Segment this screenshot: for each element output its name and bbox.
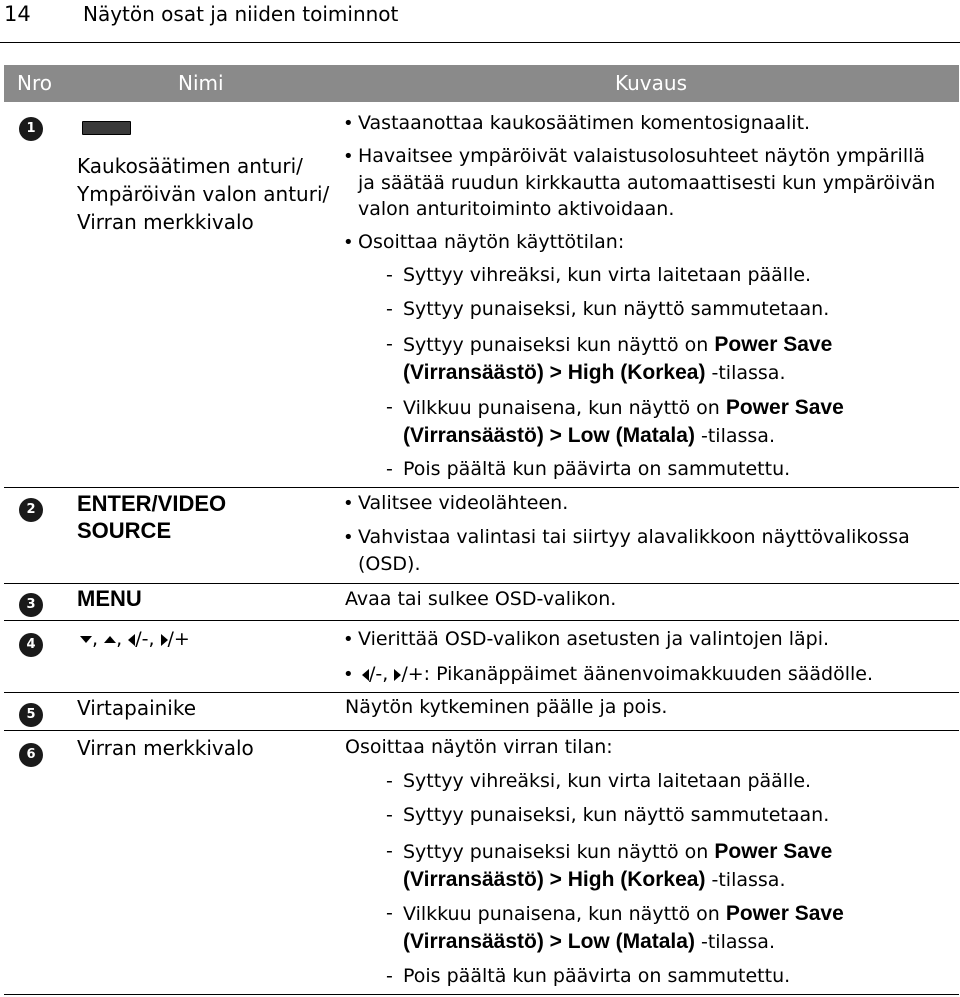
row-number-badge: 6 bbox=[19, 743, 43, 767]
description-text: Pois päältä kun päävirta on sammutettu. bbox=[403, 458, 791, 480]
down-arrow-icon bbox=[80, 636, 92, 643]
bullet: • bbox=[343, 527, 354, 548]
dash: - bbox=[386, 333, 393, 355]
description-text: Vilkkuu punaisena, kun näyttö on Power Save bbox=[403, 396, 844, 419]
description-text: Osoittaa näytön virran tilan: bbox=[345, 736, 613, 758]
bullet: • bbox=[343, 664, 354, 685]
bullet: • bbox=[343, 493, 354, 514]
up-arrow-icon bbox=[104, 636, 116, 643]
dash: - bbox=[386, 396, 393, 418]
description-text: Vilkkuu punaisena, kun näyttö on Power Save bbox=[403, 902, 844, 925]
sensor-window-icon bbox=[82, 121, 131, 135]
table-header bbox=[4, 65, 959, 102]
row-divider bbox=[4, 583, 959, 584]
description-text: (Virransäästö) > Low (Matala) -tilassa. bbox=[403, 424, 775, 447]
row-divider bbox=[4, 620, 959, 621]
row-number-badge: 2 bbox=[19, 498, 43, 522]
mode-name: Power Save bbox=[725, 396, 844, 419]
description-text: /-, /+: Pikanäppäimet äänenvoimakkuuden säädölle. bbox=[362, 661, 873, 688]
dash: - bbox=[386, 902, 393, 924]
column-header-kuvaus: Kuvaus bbox=[615, 71, 687, 95]
right-arrow-icon bbox=[161, 634, 168, 646]
dash: - bbox=[386, 298, 393, 320]
dash: - bbox=[386, 458, 393, 480]
row-number-badge: 1 bbox=[19, 117, 43, 141]
description-text: Syttyy punaiseksi, kun näyttö sammutetaan. bbox=[403, 298, 830, 320]
description-text: Syttyy punaiseksi kun näyttö on Power Save bbox=[403, 840, 833, 863]
row-number-badge: 5 bbox=[19, 703, 43, 727]
row-name-line: Virran merkkivalo bbox=[77, 736, 254, 760]
description-text: Vierittää OSD-valikon asetusten ja valintojen läpi. bbox=[358, 628, 830, 650]
navigation-keys: , , /-, /+ bbox=[80, 626, 190, 653]
dash: - bbox=[386, 840, 393, 862]
row-name-line: Kaukosäätimen anturi/ bbox=[77, 154, 303, 178]
page-header bbox=[0, 0, 960, 43]
description-text: Pois päältä kun päävirta on sammutettu. bbox=[403, 965, 791, 987]
mode-name: Power Save bbox=[725, 902, 844, 925]
description-text: (OSD). bbox=[358, 553, 421, 575]
column-header-nro: Nro bbox=[17, 71, 52, 95]
mode-name: (Virransäästö) > High (Korkea) bbox=[403, 868, 706, 891]
mode-name: Power Save bbox=[714, 840, 833, 863]
page-number: 14 bbox=[4, 2, 31, 26]
row-name-line: SOURCE bbox=[77, 518, 172, 543]
description-text: (Virransäästö) > High (Korkea) -tilassa. bbox=[403, 361, 786, 384]
bullet: • bbox=[343, 113, 354, 134]
mode-name: (Virransäästö) > High (Korkea) bbox=[403, 361, 706, 384]
description-text: ja säätää ruudun kirkkautta automaattisesti kun ympäröivän bbox=[358, 172, 936, 194]
row-name-line: ENTER/VIDEO bbox=[77, 491, 227, 516]
row-number-badge: 3 bbox=[19, 593, 43, 617]
description-text: Avaa tai sulkee OSD-valikon. bbox=[345, 588, 617, 610]
row-divider bbox=[4, 730, 959, 731]
row-number-badge: 4 bbox=[19, 633, 43, 657]
row-divider bbox=[4, 487, 959, 488]
column-header-nimi: Nimi bbox=[178, 71, 224, 95]
description-text: (Virransäästö) > Low (Matala) -tilassa. bbox=[403, 930, 775, 953]
description-text: Havaitsee ympäröivät valaistusolosuhteet näytön ympärillä bbox=[358, 145, 926, 167]
description-text: Syttyy vihreäksi, kun virta laitetaan päälle. bbox=[403, 770, 812, 792]
row-name-line: Virtapainike bbox=[77, 696, 197, 720]
running-title: Näytön osat ja niiden toiminnot bbox=[83, 2, 399, 26]
description-text: Näytön kytkeminen päälle ja pois. bbox=[345, 696, 668, 718]
bullet: • bbox=[343, 629, 354, 650]
row-name-line: Virran merkkivalo bbox=[77, 210, 254, 234]
description-text: Syttyy punaiseksi kun näyttö on Power Save bbox=[403, 333, 833, 356]
row-name-line: MENU bbox=[77, 586, 142, 611]
dash: - bbox=[386, 804, 393, 826]
description-text: Vahvistaa valintasi tai siirtyy alavalikkoon näyttövalikossa bbox=[358, 526, 910, 548]
description-text: Syttyy vihreäksi, kun virta laitetaan päälle. bbox=[403, 264, 812, 286]
mode-name: (Virransäästö) > Low (Matala) bbox=[403, 424, 695, 447]
description-text: Osoittaa näytön käyttötilan: bbox=[358, 231, 625, 253]
bullet: • bbox=[343, 146, 354, 167]
mode-name: (Virransäästö) > Low (Matala) bbox=[403, 930, 695, 953]
description-text: Valitsee videolähteen. bbox=[358, 492, 569, 514]
dash: - bbox=[386, 264, 393, 286]
description-text: Vastaanottaa kaukosäätimen komentosignaalit. bbox=[358, 112, 811, 134]
bullet: • bbox=[343, 232, 354, 253]
row-name-line: Ympäröivän valon anturi/ bbox=[77, 182, 330, 206]
mode-name: Power Save bbox=[714, 333, 833, 356]
left-arrow-icon bbox=[362, 669, 369, 681]
description-text: valon anturitoiminto aktivoidaan. bbox=[358, 198, 675, 220]
table-bottom-rule bbox=[4, 994, 959, 995]
description-text: (Virransäästö) > High (Korkea) -tilassa. bbox=[403, 868, 786, 891]
row-divider bbox=[4, 692, 959, 693]
dash: - bbox=[386, 770, 393, 792]
dash: - bbox=[386, 965, 393, 987]
description-text: Syttyy punaiseksi, kun näyttö sammutetaan. bbox=[403, 804, 830, 826]
